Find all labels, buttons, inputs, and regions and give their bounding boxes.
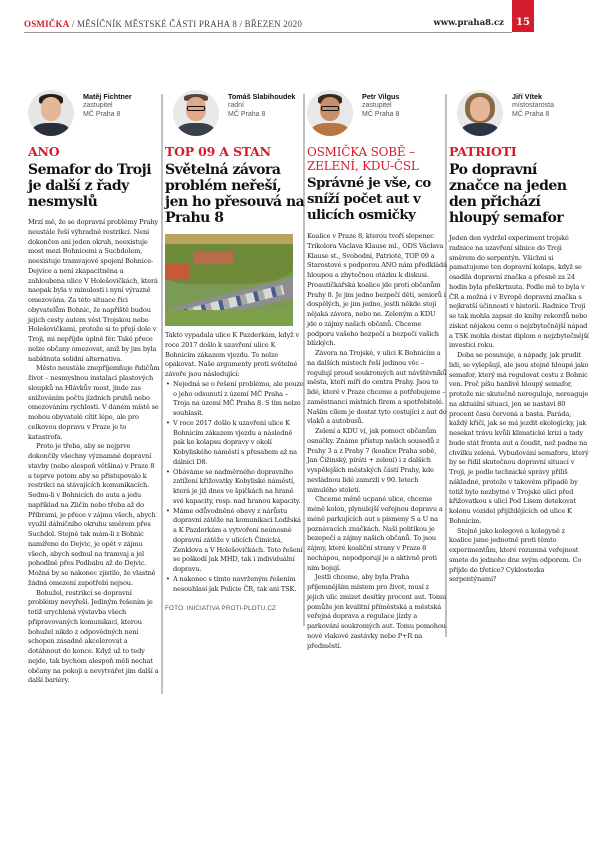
masthead <box>24 19 302 29</box>
article-body <box>20 218 160 686</box>
column-ano <box>20 80 160 849</box>
header-divider <box>24 32 512 33</box>
paragraph: Koalice v Praze 8, kterou tvoří slepenec Trikolora Václava Klause ml., ODS Václava Klause st., Svobodní, Patrioté, TOP 09 a Starostové s podporou ANO nám předkládá hloupou a zbytečnou otázku k diskusi. Proautíčkářská koalice jde proti občanům Prahy 8. Je jim jedno bezpečí dětí, seniorů i dospělých, je jim jedno, jestli někde stojí nějaká závora, nebo ne. Zeleným a KDU jde o zájmy našich občanů. Chceme podporu vašeho bezpečí a bezpečí vašich blízkých. <box>307 232 447 348</box>
author-name: Tomáš Slabihoudek <box>228 92 296 101</box>
author-info <box>512 92 554 119</box>
paragraph: Doba se posunuje, a nápady, jak prudit lidi, se vylepšují, ale jsou stejně hloupé jako semafor, který má regulovat cestu z Bohnic ven. Proč píšu hanlivě hloupý semafor, protože nic skutečně nereguluje, nereaguje na aktuální situaci, jen se nastaví 80 procent času červená a basta. Paráda, každý křičí, jak se má jezdit ekologicky, jak nesekat trávu kvůli klimatické krizi a tady bude stát fronta aut a čoudit, než padne na chvilku zelená. Vybudování semaforu, který by se řídil skutečnou dopravní situací v Troji, je podle technické správy příliš nákladné, protože v takovém případě by totiž bylo nezbytné v Trojské ulici před křižovatkou s ulicí Pod Lisem detekovat kolonu vozidel přijíždějících od ulice K Bohnicím. <box>449 351 589 525</box>
paragraph: Jeden den vydržel experiment trojské radnice na uzavření silnice do Troji směrem do serpentýn. Všichni si pamatujeme ten dopravní kolaps, když se osadila dopravní značka a přesně za 24 hodin byla přeškrtnuta. Podle mě to byla v ČR a možná i v Evropě dopravní značka s nejkratší účinností v historii. Radnice Troji se tak mohla zapsat do knihy rekordů nebo získat nějakou cenu o nejzbytečnější nápad a TSK mohla dostat diplom o nejzbytečnější investici roku. <box>449 234 589 350</box>
author-info <box>228 92 295 119</box>
author-district: MČ Praha 8 <box>362 111 400 118</box>
list-item: • A nakonec s tímto navrženým řešením nesouhlasí jak Policie ČR, tak ani TSK. <box>165 575 305 595</box>
paragraph: Bohužel, restrikcí se dopravní problémy nevyřeší. Jediným řešením je totiž urychlená výstavba všech připravovaných komunikací, kterou bohužel nikdo z odpovědných není schopen zásadně akcelerovat a dotáhnout do konce. Když už to tedy nejde, tak bychom alespoň měli nechat občany na pokoji a nevytvářet jim další a další bariéry. <box>28 588 159 685</box>
page-number: 15 <box>512 0 534 32</box>
author-role: radní <box>228 102 244 109</box>
page-header <box>0 0 600 34</box>
avatar <box>28 90 74 136</box>
argument-list <box>165 380 305 595</box>
paragraph: Mrzí mě, že se dopravní problémy Prahy neustále řeší výhradně restrikcí. Není dokončen ani jeden okruh, neexistuje most mezi Bohnicemi a Suchdolem, neexistuje tramvajové spojení Bohnice-Dejvice a není zkapacitněna a zahloubena ulice V Holešovičkách, která naopak byla v minulosti i nyní výrazně omezována. Za této situace říci obyvatelům Bohnic, že napříště budou jejich cesty autem vést Trojskou nebo Holešovičkami, protože si to přejí dole v Troji, mi nepřijde úplně fér. Také přece nelze občany omezovat, aniž by jim byla nabídnuta solidní alternativa. <box>28 218 158 363</box>
photo-credit: FOTO: INICIATIVA PROTI-PLOTU.CZ <box>165 605 277 613</box>
column-top09-stan <box>165 80 305 849</box>
list-item: • Nejedná se o řešení problému, ale pouze o jeho odsunutí z území MČ Praha – Troja na území MČ Praha 8. S tím nelze souhlasit. <box>165 380 305 419</box>
author-info <box>83 92 132 119</box>
article-title: Správné je vše, co sníží počet aut v ulicích osmičky <box>307 176 431 223</box>
author-profile <box>20 80 160 142</box>
avatar <box>457 90 503 136</box>
article-title: Světelná závora problém neřeší, jen ho přesouvá na Prahu 8 <box>165 162 305 226</box>
paragraph: Město neustále znepříjemňuje řidičům život – nesmyslnou instalací plastových sloupků na Hlávkův most, jinde zas snižováním počtu jízdních pruhů nebo omezováním rychlosti. V daném místě se mohou obyvatelé cítit lépe, ale pro celkovou dopravu v Praze je to katastrofa. <box>28 364 160 441</box>
author-profile <box>165 80 305 142</box>
traffic-jam-photo <box>165 234 293 326</box>
author-info <box>362 92 399 119</box>
author-name: Matěj Fichtner <box>83 92 132 101</box>
article-title: Po dopravní značce na jeden den přichází hloupý semafor <box>449 162 567 226</box>
author-profile <box>307 80 447 142</box>
paragraph: Stejně jako kolegové a kolegyně z koalice jsme jednotně proti těmto experimentům, které rozumná veřejnost smete do jednoho dne svým odporem. Co přijde do třetice? Cyklostezka serpentýnami? <box>449 526 582 584</box>
article-title: Semafor do Troji je další z řady nesmyslů <box>28 162 152 210</box>
column-osmicka-sobe <box>307 80 447 849</box>
avatar <box>307 90 353 136</box>
list-item: • Obáváme se nadměrného dopravního zatížení křižovatky Kobyliské náměstí, která je již dnes ve špičkách na hraně své kapacity, resp. nad hranou kapacity. <box>165 468 305 507</box>
article-body <box>307 232 447 651</box>
article-body <box>165 331 305 614</box>
party-name: PATRIOTI <box>449 144 517 159</box>
party-name: TOP 09 A STAN <box>165 144 271 159</box>
masthead-subtitle: / MĚSÍČNÍK MĚSTSKÉ ČÁSTI PRAHA 8 / BŘEZEN 2020 <box>69 19 303 29</box>
opinion-columns <box>20 80 589 849</box>
list-item: • Máme odůvodněné obavy z nárůstu dopravní zátěže na komunikaci Lodžská a K Pazderkám a vytvoření neúnosné dopravní zátěže v ulicích Čimická, Zenklova a V Holešovičkách. Toto řešení se poškodí jak MHD, tak i individuální dopravu. <box>165 507 305 575</box>
website-link[interactable]: www.praha8.cz <box>433 18 504 28</box>
brand-name: OSMIČKA <box>24 19 70 29</box>
author-role: zastupitel <box>362 102 392 109</box>
paragraph: Chceme méně ucpané ulice, chceme méně kolon, plynulejší veřejnou dopravu a méně parkujících aut s písmeny S a U na poznávacích značkách. Naší politikou je bezepečí a zájmy našich občanů. To jsou zájmy, které koaliční strany v Praze 8 nechápou, nepodporují je a aktivně proti nim bojují. <box>307 495 443 572</box>
author-role: zastupitel <box>83 102 113 109</box>
author-name: Jiří Vítek <box>512 92 542 101</box>
author-district: MČ Praha 8 <box>512 111 550 118</box>
party-name: ANO <box>28 144 60 159</box>
author-role: místostarosta <box>512 102 555 109</box>
author-district: MČ Praha 8 <box>83 111 121 118</box>
avatar <box>173 90 219 136</box>
column-divider <box>161 94 163 694</box>
paragraph: Proto je třeba, aby se nejprve dokončily všechny významné dopravní stavby (nebo alespoň většina) v Praze 8 a teprve potom aby se přistupovalo k restrikci na stávajících komunikacích. Sednu-li v Bohnicích do auta a jedu například na Zličín nebo třeba až do Příbrami, je přece v zájmu všech, abych využil dálničního okruhu směrem přes Suchdol. Stejně tak mám-li z Bohnic namířeno do Dejvic, je opět v zájmu všech, abych sednul na tramvaj a jel pohodlně přes Podbabu až do Dejvic. Možná by se nakonec zjistilo, že vlastně žádná omezení zapotřebí nejsou. <box>28 442 156 587</box>
paragraph: Závora na Trojské, v ulici K Bohnicím a na dalších místech řeší jedinou věc – regulují proud soukromých aut návštěvníků města, kteří míří do centra Prahy. Jsou to lidé, které v Praze chceme a potřebujeme – zaměstnanci místních firem a spotřebitelé. Naším cílem je dostat tyto cestující z aut do vlaků a autobusů. <box>307 349 447 426</box>
author-profile <box>449 80 589 142</box>
author-name: Petr Vilgus <box>362 92 400 101</box>
column-patrioti <box>449 80 589 849</box>
list-item: • V roce 2017 došlo k uzavření ulice K Bohnicím zákazem vjezdu a následně pak ke kolapsu dopravy v okolí Kobyliského náměstí s přesahem až na dálnici D8. <box>165 419 305 468</box>
photo-caption: Takto vypadala ulice K Pazderkám, když v roce 2017 došlo k uzavření ulice K Bohnicím zákazem vjezdu. To nelze opakovat. Naše argumenty proti světelné závoře jsou následující: <box>165 331 300 378</box>
author-district: MČ Praha 8 <box>228 111 266 118</box>
party-name: OSMIČKA SOBĚ – ZELENÍ, KDU-ČSL <box>307 145 419 173</box>
paragraph: Zelení a KDU ví, jak pomoct občanům osmičky. Známe přístup našich sousedů z Prahy 3 a z Prahy 7 (koalice Praha sobě, Jan Čižinský, piráti + zelení) i z dalších vyspělejších městských částí Prahy, kde nevládnou lidé zamrzlí v 90. letech minulého století. <box>307 427 440 494</box>
paragraph: Jestli chceme, aby byla Praha příjemnějším místem pro život, musí z jejich ulic zmizet desítky procent aut. Tomu pomůže jen kvalitní příměstská a městská veřejná doprava a regulace jízdy a parkování soukromých aut. Tomu pomohou nové vlakové zastávky nebo P+R na předměstí. <box>307 573 447 650</box>
article-body <box>449 234 589 585</box>
